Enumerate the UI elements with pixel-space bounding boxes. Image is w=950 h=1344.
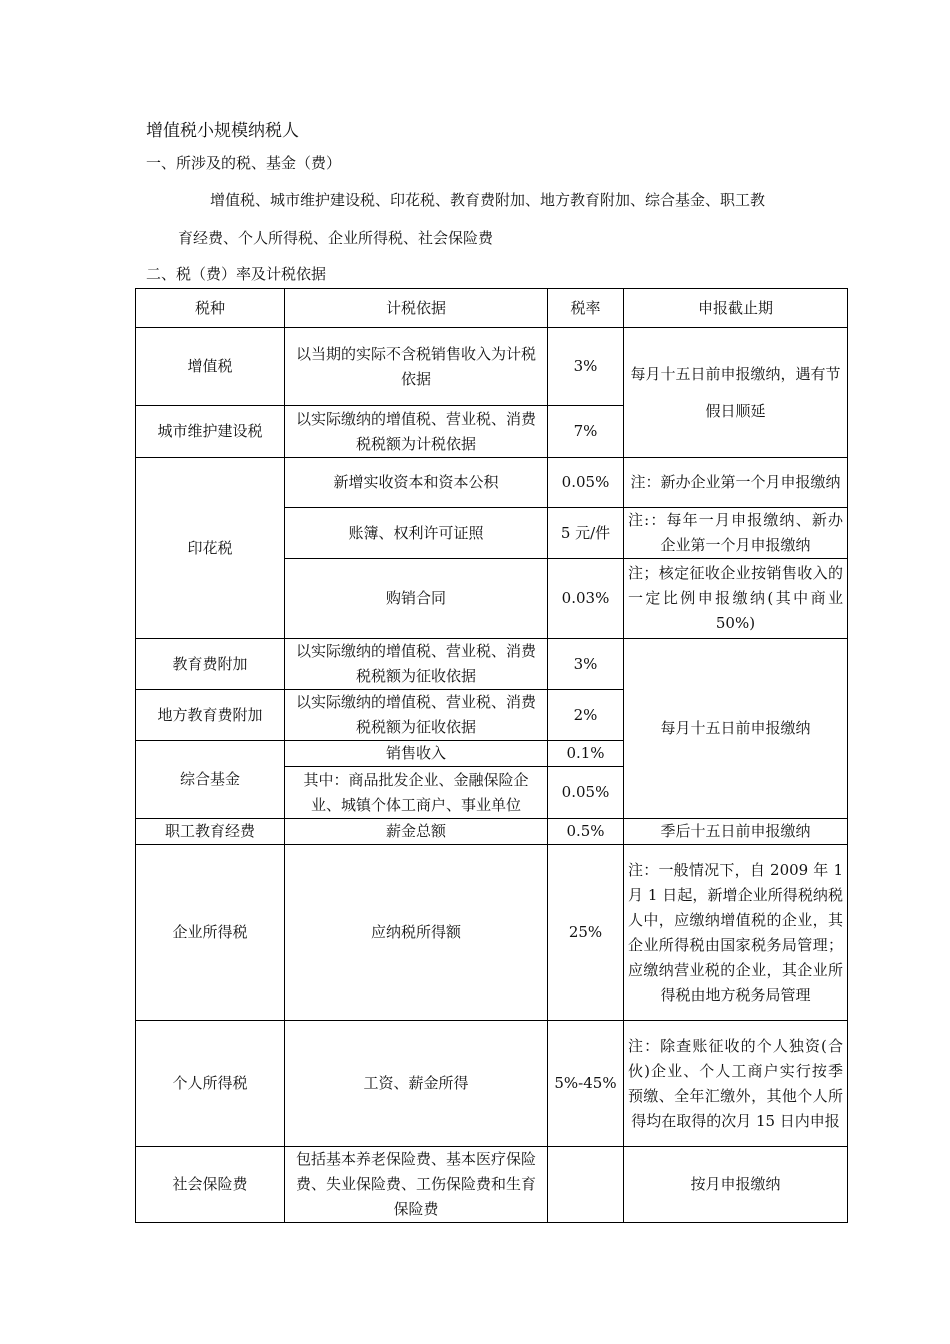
table-row: [136, 639, 848, 690]
cell-personal-basis: 工资、薪金所得: [285, 1021, 548, 1147]
cell-local-edu-basis: 以实际缴纳的增值税、营业税、消费税税额为征收依据: [285, 690, 548, 741]
cell-stamp-note-1: 注：新办企业第一个月申报缴纳: [624, 458, 848, 508]
cell-stamp-note-3: 注；核定征收企业按销售收入的一定比例申报缴纳(其中商业 50%): [624, 559, 848, 639]
header-basis: 计税依据: [285, 289, 548, 328]
cell-urban-name: 城市维护建设税: [136, 406, 285, 458]
cell-social-rate: [548, 1147, 624, 1223]
cell-fund-name: 综合基金: [136, 741, 285, 819]
cell-stamp-basis-2: 账簿、权利许可证照: [285, 508, 548, 559]
cell-corp-note: 注：一般情况下，自 2009 年 1 月 1 日起，新增企业所得税纳税人中，应缴纳增值税的企业，其企业所得税由国家税务局管理；应缴纳营业税的企业，其企业所得税由地方税务局管理: [624, 845, 848, 1021]
header-tax-type: 税种: [136, 289, 285, 328]
cell-local-edu-name: 地方教育费附加: [136, 690, 285, 741]
cell-personal-name: 个人所得税: [136, 1021, 285, 1147]
cell-vat-name: 增值税: [136, 328, 285, 406]
cell-stamp-basis-3: 购销合同: [285, 559, 548, 639]
cell-corp-name: 企业所得税: [136, 845, 285, 1021]
cell-urban-basis: 以实际缴纳的增值税、营业税、消费税税额为计税依据: [285, 406, 548, 458]
cell-edu-basis: 以实际缴纳的增值税、营业税、消费税税额为征收依据: [285, 639, 548, 690]
tax-rate-table: [135, 288, 848, 1223]
section-1-heading: 一、所涉及的税、基金（费）: [146, 154, 342, 172]
document-title: 增值税小规模纳税人: [146, 121, 299, 141]
section-1-text-line-2: 育经费、个人所得税、企业所得税、社会保险费: [178, 229, 494, 247]
cell-edu-rate: 3%: [548, 639, 624, 690]
cell-corp-rate: 25%: [548, 845, 624, 1021]
cell-stamp-rate-1: 0.05%: [548, 458, 624, 508]
cell-fund-basis-2: 其中：商品批发企业、金融保险企业、城镇个体工商户、事业单位: [285, 767, 548, 819]
cell-stamp-basis-1: 新增实收资本和资本公积: [285, 458, 548, 508]
cell-urban-rate: 7%: [548, 406, 624, 458]
cell-staff-edu-rate: 0.5%: [548, 819, 624, 845]
table-row: [136, 845, 848, 1021]
cell-staff-edu-deadline: 季后十五日前申报缴纳: [624, 819, 848, 845]
cell-stamp-note-2: 注:：每年一月申报缴纳、新办企业第一个月申报缴纳: [624, 508, 848, 559]
cell-vat-basis: 以当期的实际不含税销售收入为计税依据: [285, 328, 548, 406]
cell-social-basis: 包括基本养老保险费、基本医疗保险费、失业保险费、工伤保险费和生育保险费: [285, 1147, 548, 1223]
cell-stamp-rate-2: 5 元/件: [548, 508, 624, 559]
cell-deadline-monthly: 每月十五日前申报缴纳: [624, 639, 848, 819]
section-1-text-line-1: 增值税、城市维护建设税、印花税、教育费附加、地方教育附加、综合基金、职工教: [210, 191, 766, 209]
cell-corp-basis: 应纳税所得额: [285, 845, 548, 1021]
cell-edu-name: 教育费附加: [136, 639, 285, 690]
header-rate: 税率: [548, 289, 624, 328]
cell-vat-rate: 3%: [548, 328, 624, 406]
cell-fund-rate-1: 0.1%: [548, 741, 624, 767]
table-row: [136, 458, 848, 508]
cell-social-name: 社会保险费: [136, 1147, 285, 1223]
table-row: [136, 1021, 848, 1147]
cell-personal-note: 注：除查账征收的个人独资(合伙)企业、个人工商户实行按季预缴、全年汇缴外，其他个人所得均在取得的次月 15 日内申报: [624, 1021, 848, 1147]
cell-deadline-monthly-holiday: 每月十五日前申报缴纳，遇有节假日顺延: [624, 328, 848, 458]
cell-personal-rate: 5%-45%: [548, 1021, 624, 1147]
cell-staff-edu-basis: 薪金总额: [285, 819, 548, 845]
cell-fund-rate-2: 0.05%: [548, 767, 624, 819]
cell-stamp-rate-3: 0.03%: [548, 559, 624, 639]
section-2-heading: 二、税（费）率及计税依据: [146, 265, 327, 283]
table-row: [136, 1147, 848, 1223]
cell-stamp-name: 印花税: [136, 458, 285, 639]
table-header-row: [136, 289, 848, 328]
cell-staff-edu-name: 职工教育经费: [136, 819, 285, 845]
cell-fund-basis-1: 销售收入: [285, 741, 548, 767]
cell-social-deadline: 按月申报缴纳: [624, 1147, 848, 1223]
table-row: [136, 819, 848, 845]
header-deadline: 申报截止期: [624, 289, 848, 328]
table-row: [136, 328, 848, 406]
cell-local-edu-rate: 2%: [548, 690, 624, 741]
